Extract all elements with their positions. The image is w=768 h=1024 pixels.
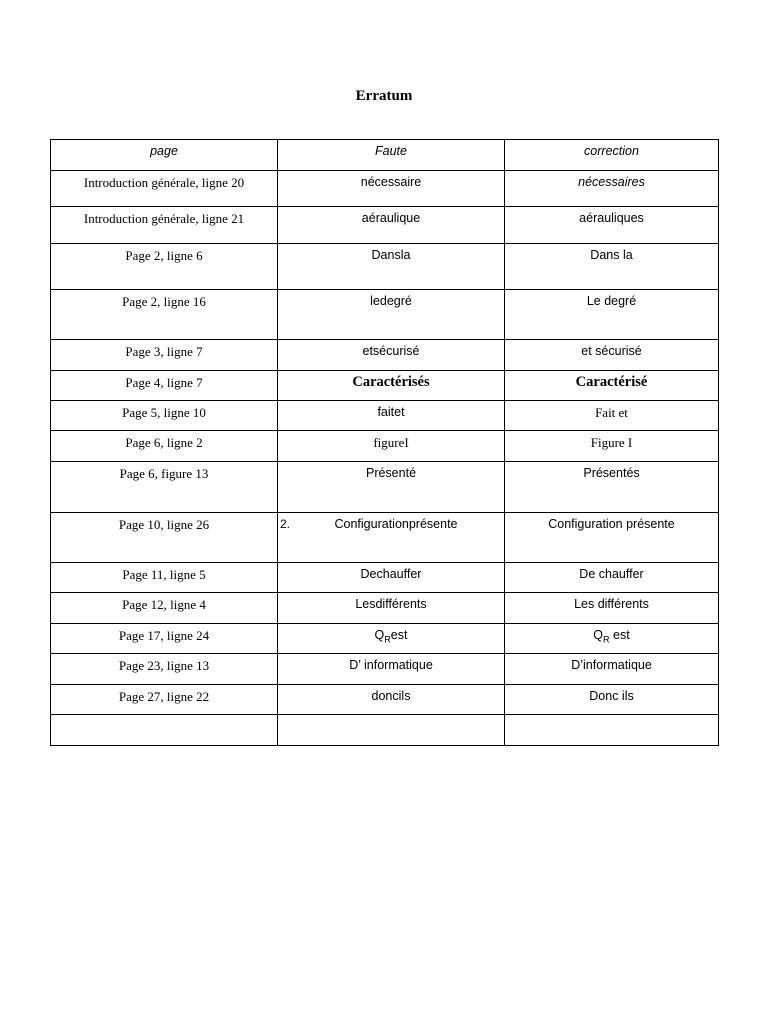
table-header-row <box>51 140 719 171</box>
cell-page: Page 17, ligne 24 <box>51 624 278 654</box>
cell-faute <box>278 513 505 563</box>
table-row <box>51 401 719 431</box>
cell-faute: figureI <box>278 431 505 462</box>
cell-correction: Configuration présente <box>505 513 719 563</box>
cell-faute-text: Configurationprésente <box>334 517 458 531</box>
cell-correction: nécessaires <box>505 171 719 207</box>
cell-correction: Fait et <box>505 401 719 431</box>
cell-correction <box>505 624 719 654</box>
cell-page: Introduction générale, ligne 20 <box>51 171 278 207</box>
table-row <box>51 462 719 513</box>
cell-page: Page 3, ligne 7 <box>51 340 278 371</box>
cell-page: Page 10, ligne 26 <box>51 513 278 563</box>
cell-correction <box>505 715 719 746</box>
cell-page: Page 12, ligne 4 <box>51 593 278 624</box>
cell-page: Page 2, ligne 6 <box>51 244 278 290</box>
table-row <box>51 290 719 340</box>
table-row <box>51 563 719 593</box>
cell-correction: Donc ils <box>505 685 719 715</box>
header-faute: Faute <box>278 140 505 171</box>
q-subscript: R <box>603 634 610 645</box>
cell-faute: Présenté <box>278 462 505 513</box>
q-subscript: R <box>384 634 391 645</box>
q-symbol: Q <box>593 628 604 642</box>
cell-faute: Dechauffer <box>278 563 505 593</box>
cell-correction: Figure I <box>505 431 719 462</box>
table-row <box>51 685 719 715</box>
cell-correction: Présentés <box>505 462 719 513</box>
table-row <box>51 593 719 624</box>
cell-correction: D’informatique <box>505 654 719 685</box>
cell-page: Page 11, ligne 5 <box>51 563 278 593</box>
cell-faute <box>278 715 505 746</box>
cell-page: Page 5, ligne 10 <box>51 401 278 431</box>
cell-faute: etsécurisé <box>278 340 505 371</box>
cell-correction: Les différents <box>505 593 719 624</box>
cell-correction: Le degré <box>505 290 719 340</box>
table-row <box>51 171 719 207</box>
cell-page <box>51 715 278 746</box>
cell-page: Page 2, ligne 16 <box>51 290 278 340</box>
document-title: Erratum <box>355 88 413 104</box>
cell-correction: De chauffer <box>505 563 719 593</box>
table-row <box>51 371 719 401</box>
table-row <box>51 654 719 685</box>
cell-faute: nécessaire <box>278 171 505 207</box>
cell-faute: faitet <box>278 401 505 431</box>
table-row <box>51 207 719 244</box>
cell-faute: Dansla <box>278 244 505 290</box>
cell-page: Page 6, ligne 2 <box>51 431 278 462</box>
cell-page: Page 27, ligne 22 <box>51 685 278 715</box>
cell-page: Page 23, ligne 13 <box>51 654 278 685</box>
table-row-empty <box>51 715 719 746</box>
table-row <box>51 340 719 371</box>
cell-faute: ledegré <box>278 290 505 340</box>
list-number: 2. <box>280 517 291 531</box>
cell-correction: Caractérisé <box>505 371 719 401</box>
table-row <box>51 513 719 563</box>
cell-faute-rest: est <box>390 628 408 642</box>
cell-correction: et sécurisé <box>505 340 719 371</box>
q-symbol: Q <box>374 628 385 642</box>
cell-faute: Lesdifférents <box>278 593 505 624</box>
cell-page: Page 6, figure 13 <box>51 462 278 513</box>
cell-correction-rest: est <box>609 628 630 642</box>
cell-page: Introduction générale, ligne 21 <box>51 207 278 244</box>
cell-faute: Caractérisés <box>278 371 505 401</box>
header-correction: correction <box>505 140 719 171</box>
table-row <box>51 624 719 654</box>
cell-faute: doncils <box>278 685 505 715</box>
cell-page: Page 4, ligne 7 <box>51 371 278 401</box>
header-page: page <box>51 140 278 171</box>
cell-correction: Dans la <box>505 244 719 290</box>
table-row <box>51 244 719 290</box>
cell-faute: D’ informatique <box>278 654 505 685</box>
erratum-table <box>50 139 719 746</box>
cell-faute <box>278 624 505 654</box>
cell-faute: aéraulique <box>278 207 505 244</box>
cell-correction: aérauliques <box>505 207 719 244</box>
table-row <box>51 431 719 462</box>
